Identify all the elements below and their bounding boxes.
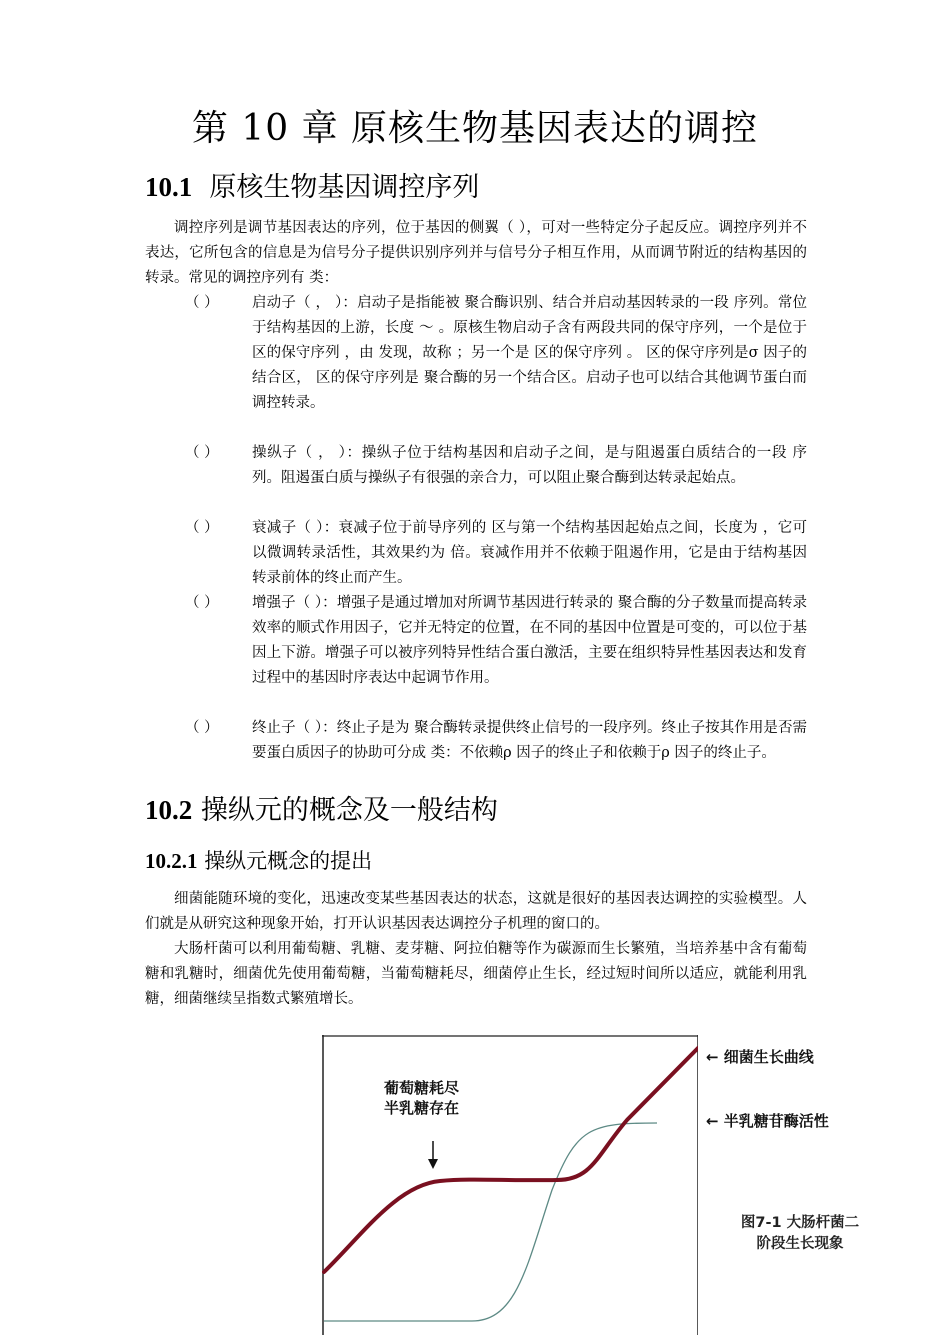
paragraph: 细菌能随环境的变化，迅速改变某些基因表达的状态，这就是很好的基因表达调控的实验模型。人们就是从研究这种现象开始，打开认识基因表达调控分子机理的窗口的。 xyxy=(145,891,807,932)
item-number: （ ） xyxy=(185,595,219,611)
caption-line: 阶段生长现象 xyxy=(756,1236,844,1252)
item-text: 衰减子（ ）：衰减子位于前导序列的 区与第一个结构基因起始点之间，长度为 ，它可以微调转录活性，其效果约为 倍。衰减作用并不依赖于阻遏作用，它是由于结构基因转录前体的终止而产生。 xyxy=(252,520,807,586)
annotation-line: 葡萄糖耗尽 xyxy=(384,1079,460,1097)
chapter-title: 第 10 章 原核生物基因表达的调控 xyxy=(191,108,759,149)
annotation-line: 半乳糖存在 xyxy=(384,1099,460,1117)
growth-curve xyxy=(324,1048,698,1272)
item-text: 增强子（ ）：增强子是通过增加对所调节基因进行转录的 聚合酶的分子数量而提高转录效率的顺式作用因子，它并无特定的位置，在不同的基因中位置是可变的，可以位于基因上下游。增强子可以被序列特异性结合蛋白激活，主要在组织特异性基因表达和发育过程中的基因时序表达中起调节作用。 xyxy=(252,595,807,686)
down-arrow-icon xyxy=(428,1159,438,1169)
list-item xyxy=(145,441,807,491)
subsection-heading-10-2-1 xyxy=(145,845,372,875)
list-item xyxy=(145,291,807,416)
growth-figure xyxy=(322,1035,698,1335)
caption-line: 图7-1 大肠杆菌二 xyxy=(740,1215,860,1231)
item-text: 启动子（ ， ）：启动子是指能被 聚合酶识别、结合并启动基因转录的一段 序列。常位于结构基因的上游，长度 ～ 。原核生物启动子含有两段共同的保守序列，一个是位于 区的保守序列 ，由 发现，故称 ；另一个是 区的保守序列 。 区的保守序列是σ 因子的结合区， 区的保守序列是 聚合酶的另一个结合区。启动子也可以结合其他调节蛋白而调控转录。 xyxy=(252,295,807,411)
section-number: 10.2 xyxy=(145,795,193,825)
item-text: 终止子（ ）：终止子是为 聚合酶转录提供终止信号的一段序列。终止子按其作用是否需要蛋白质因子的协助可分成 类：不依赖ρ 因子的终止子和依赖于ρ 因子的终止子。 xyxy=(252,720,807,761)
intro-paragraph: 调控序列是调节基因表达的序列，位于基因的侧翼（ ），可对一些特定分子起反应。调控序列并不表达，它所包含的信息是为信号分子提供识别序列并与信号分子相互作用，从而调节附近的结构基因的转录。常见的调控序列有 类： xyxy=(145,220,807,286)
paragraph: 大肠杆菌可以利用葡萄糖、乳糖、麦芽糖、阿拉伯糖等作为碳源而生长繁殖，当培养基中含有葡萄糖和乳糖时，细菌优先使用葡萄糖，当葡萄糖耗尽，细菌停止生长，经过短时间所以适应，就能利用乳糖，细菌继续呈指数式繁殖增长。 xyxy=(145,941,807,1007)
item-number: （ ） xyxy=(185,295,219,311)
item-number: （ ） xyxy=(185,445,219,461)
section-number: 10.1 xyxy=(145,172,193,202)
list-item xyxy=(145,591,807,691)
section-title: 操纵元的概念及一般结构 xyxy=(200,795,498,826)
list-item xyxy=(145,516,807,591)
subsection-number: 10.2.1 xyxy=(145,849,198,873)
item-number: （ ） xyxy=(185,720,219,736)
item-text: 操纵子（ ， ）：操纵子位于结构基因和启动子之间，是与阻遏蛋白质结合的一段 序列。阻遏蛋白质与操纵子有很强的亲合力，可以阻止聚合酶到达转录起始点。 xyxy=(252,445,807,486)
figure-caption xyxy=(725,1213,875,1255)
section-title: 原核生物基因调控序列 xyxy=(209,172,480,203)
section-heading-10-2 xyxy=(145,788,498,827)
list-item xyxy=(145,716,807,766)
growth-figure-graphic xyxy=(322,1035,698,1335)
section-heading-10-1 xyxy=(145,165,479,204)
growth-curve-label: ← 细菌生长曲线 xyxy=(706,1048,814,1066)
enzyme-curve-label: ← 半乳糖苷酶活性 xyxy=(706,1112,829,1130)
figure-annotation xyxy=(384,1078,459,1118)
subsection-title: 操纵元概念的提出 xyxy=(204,849,373,873)
item-number: （ ） xyxy=(185,520,219,536)
